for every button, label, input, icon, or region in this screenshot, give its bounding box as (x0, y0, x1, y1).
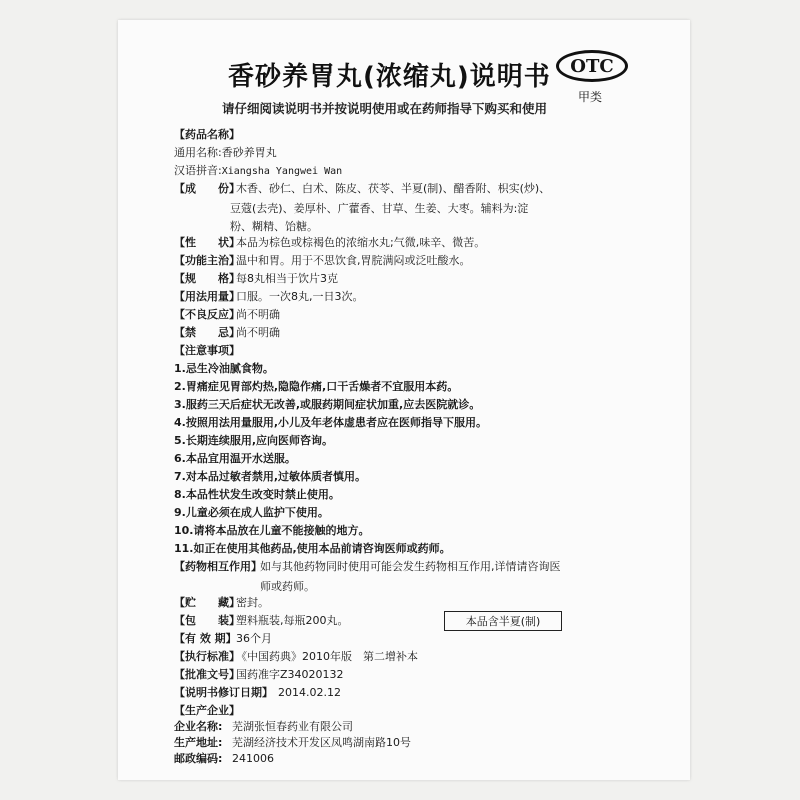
generic-name-label: 通用名称: (174, 146, 222, 159)
packaging-row (174, 614, 349, 628)
postcode-row (174, 752, 274, 766)
interactions-line1: 如与其他药物同时使用可能会发生药物相互作用,详情请咨询医 (260, 560, 561, 573)
contraindications-value: 尚不明确 (236, 326, 280, 339)
interactions-label: 【药物相互作用】 (174, 560, 262, 573)
pinyin-value: Xiangsha Yangwei Wan (221, 166, 343, 177)
adverse-value: 尚不明确 (236, 308, 280, 321)
packaging-value: 塑料瓶装,每瓶200丸。 (236, 614, 349, 627)
dosage-label: 【用法用量】 (174, 290, 240, 303)
storage-label: 【贮 藏】 (174, 596, 240, 609)
contraindications-row (174, 326, 280, 340)
ingredients-line3: 粉、糊精、饴糖。 (230, 220, 318, 233)
indications-value: 温中和胃。用于不思饮食,胃脘满闷或泛吐酸水。 (236, 254, 471, 267)
specification-value: 每8丸相当于饮片3克 (236, 272, 338, 285)
dosage-value: 口服。一次8丸,一日3次。 (236, 290, 364, 303)
document-title: 香砂养胃丸(浓缩丸)说明书 (228, 62, 551, 92)
drug-name-heading: 【药品名称】 (174, 128, 240, 141)
postcode-value: 241006 (232, 752, 274, 765)
storage-value: 密封。 (236, 596, 269, 609)
ingredients-row (174, 182, 550, 196)
interactions-line2: 师或药师。 (260, 580, 315, 593)
company-value: 芜湖张恒春药业有限公司 (232, 720, 353, 733)
properties-row (174, 236, 485, 250)
revision-label: 【说明书修订日期】 (174, 686, 273, 699)
contraindications-label: 【禁 忌】 (174, 326, 240, 339)
adverse-label: 【不良反应】 (174, 308, 240, 321)
generic-name-value: 香砂养胃丸 (221, 146, 277, 159)
standard-label: 【执行标准】 (174, 650, 240, 663)
indications-label: 【功能主治】 (174, 254, 240, 267)
address-value: 芜湖经济技术开发区凤鸣湖南路10号 (232, 736, 411, 749)
company-label: 企业名称: (174, 720, 223, 733)
contains-pinellia-note: 本品含半夏(制) (444, 611, 562, 631)
validity-label: 【有 效 期】 (174, 632, 237, 645)
pinyin-row (174, 164, 342, 179)
packaging-label: 【包 装】 (174, 614, 240, 627)
validity-value: 36个月 (236, 632, 272, 645)
precaution-item: 6.本品宜用温开水送服。 (174, 452, 296, 465)
approval-value: 国药准字Z34020132 (236, 668, 344, 681)
address-label: 生产地址: (174, 736, 223, 749)
properties-label: 【性 状】 (174, 236, 240, 249)
precaution-item: 5.长期连续服用,应向医师咨询。 (174, 434, 334, 447)
approval-label: 【批准文号】 (174, 668, 240, 681)
specification-row (174, 272, 338, 286)
otc-badge: OTC (556, 50, 628, 82)
precaution-item: 11.如正在使用其他药品,使用本品前请咨询医师或药师。 (174, 542, 451, 555)
revision-row (174, 686, 341, 700)
precaution-item: 9.儿童必须在成人监护下使用。 (174, 506, 329, 519)
precaution-item: 4.按照用法用量服用,小儿及年老体虚患者应在医师指导下服用。 (174, 416, 488, 429)
specification-label: 【规 格】 (174, 272, 240, 285)
postcode-label: 邮政编码: (174, 752, 223, 765)
precaution-item: 1.忌生冷油腻食物。 (174, 362, 274, 375)
precaution-item: 2.胃痛症见胃部灼热,隐隐作痛,口干舌燥者不宜服用本药。 (174, 380, 459, 393)
adverse-row (174, 308, 280, 322)
precaution-item: 8.本品性状发生改变时禁止使用。 (174, 488, 340, 501)
generic-name-row (174, 146, 277, 160)
validity-row (174, 632, 272, 646)
manufacturer-heading: 【生产企业】 (174, 704, 240, 717)
document-subtitle: 请仔细阅读说明书并按说明使用或在药师指导下购买和使用 (222, 101, 548, 116)
properties-value: 本品为棕色或棕褐色的浓缩水丸;气微,味辛、微苦。 (236, 236, 486, 249)
ingredients-label: 【成 份】 (174, 182, 240, 195)
address-row (174, 736, 411, 750)
precaution-item: 3.服药三天后症状无改善,或服药期间症状加重,应去医院就诊。 (174, 398, 481, 411)
precaution-item: 10.请将本品放在儿童不能接触的地方。 (174, 524, 370, 537)
interactions-row (174, 560, 561, 574)
standard-value: 《中国药典》2010年版 第二增补本 (236, 650, 418, 663)
storage-row (174, 596, 269, 610)
revision-value: 2014.02.12 (278, 686, 341, 699)
otc-class-label: 甲类 (578, 90, 603, 104)
precaution-item: 7.对本品过敏者禁用,过敏体质者慎用。 (174, 470, 367, 483)
dosage-row (174, 290, 364, 304)
standard-row (174, 650, 418, 664)
indications-row (174, 254, 471, 268)
ingredients-line2: 豆蔻(去壳)、姜厚朴、广藿香、甘草、生姜、大枣。辅料为:淀 (230, 202, 529, 215)
company-row (174, 720, 353, 734)
ingredients-line1: 木香、砂仁、白术、陈皮、茯苓、半夏(制)、醋香附、枳实(炒)、 (236, 182, 551, 195)
pinyin-label: 汉语拼音: (174, 164, 222, 177)
precautions-heading: 【注意事项】 (174, 344, 240, 357)
approval-row (174, 668, 344, 682)
